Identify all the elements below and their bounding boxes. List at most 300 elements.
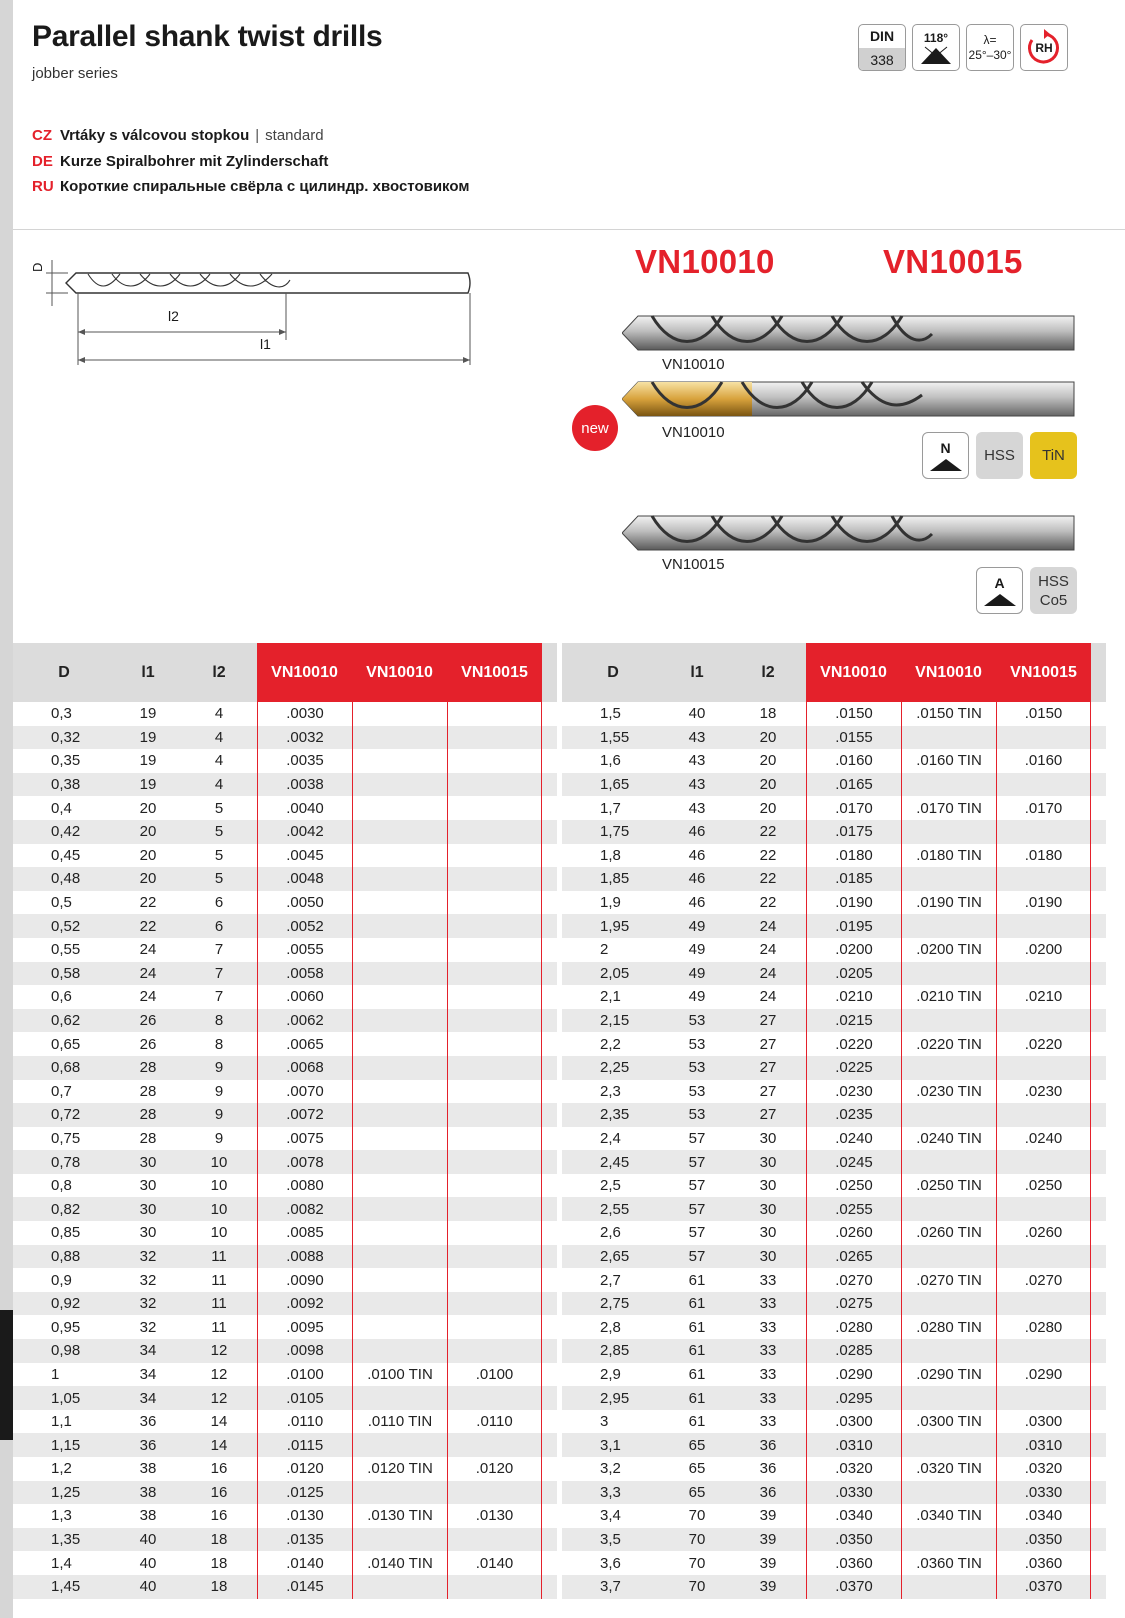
cell-l1: 30 [139,1200,157,1218]
cell-l1: 30 [139,1153,157,1171]
cell-vn10010-tin [901,867,996,891]
table-row [562,1103,1106,1127]
header-l2: l2 [212,663,226,681]
cell-l2: 24 [759,964,777,982]
cell-diameter: 1,25 [51,1483,81,1501]
cell-vn10015 [996,867,1091,891]
cell-diameter: 1 [51,1365,60,1383]
header-vn10015: VN10015 [447,643,542,702]
cell-vn10015: .0270 [996,1268,1091,1292]
cell-l1: 43 [688,728,706,746]
cell-vn10010: .0085 [257,1221,352,1245]
cell-l1: 70 [688,1507,706,1525]
cell-vn10015 [447,796,542,820]
table-row [13,867,557,891]
cell-vn10010: .0090 [257,1268,352,1292]
cell-l2: 12 [210,1389,228,1407]
drill-caption-3: VN10015 [662,556,725,573]
table-row [13,1032,557,1056]
cell-vn10015 [447,1315,542,1339]
rotation-badge [1020,24,1068,71]
cell-l1: 38 [139,1460,157,1478]
cell-vn10015 [447,891,542,915]
cell-vn10010-tin: .0160 TIN [901,749,996,773]
cell-vn10015 [447,726,542,750]
cell-vn10010: .0280 [806,1315,901,1339]
cell-l1: 34 [139,1365,157,1383]
table-row [562,1433,1106,1457]
cell-vn10015: .0320 [996,1457,1091,1481]
cell-vn10010: .0300 [806,1410,901,1434]
diameter-label: D [30,262,45,272]
lang-line-ru [32,178,469,195]
table-row [562,1174,1106,1198]
cell-vn10010-tin: .0290 TIN [901,1363,996,1387]
cell-l2: 30 [759,1224,777,1242]
cell-l2: 30 [759,1247,777,1265]
table-row [562,891,1106,915]
cell-vn10010: .0058 [257,962,352,986]
cell-l2: 20 [759,752,777,770]
cell-vn10010: .0295 [806,1386,901,1410]
cell-vn10010-tin: .0230 TIN [901,1080,996,1104]
cell-l1: 24 [139,941,157,959]
cell-vn10010: .0310 [806,1433,901,1457]
cell-vn10010: .0100 [257,1363,352,1387]
table-row [562,1481,1106,1505]
cell-vn10015 [447,938,542,962]
table-row [13,702,557,726]
cell-vn10010: .0105 [257,1386,352,1410]
cell-vn10010-tin [352,962,447,986]
table-row [13,914,557,938]
cell-l1: 20 [139,823,157,841]
header-l2: l2 [761,663,775,681]
l1-label: l1 [260,336,271,352]
cell-l2: 30 [759,1200,777,1218]
cell-vn10010: .0140 [257,1551,352,1575]
cell-l2: 12 [210,1342,228,1360]
cell-vn10010: .0098 [257,1339,352,1363]
cell-vn10010: .0190 [806,891,901,915]
cell-vn10015 [996,1009,1091,1033]
type-n-badge [922,432,969,479]
cell-l1: 53 [688,1059,706,1077]
cell-l1: 61 [688,1413,706,1431]
header-vn10010: VN10010 [806,643,901,702]
cell-diameter: 0,6 [51,988,72,1006]
cell-vn10015 [447,820,542,844]
table-row [562,773,1106,797]
type-n-label: N [940,440,951,456]
drill-caption-2: VN10010 [662,424,725,441]
cell-l1: 57 [688,1177,706,1195]
cell-diameter: 1,1 [51,1413,72,1431]
table-body [13,702,557,1600]
table-row [562,914,1106,938]
cell-l1: 28 [139,1129,157,1147]
cell-vn10010-tin [901,1292,996,1316]
cell-l2: 8 [214,1012,224,1030]
cell-vn10015 [447,914,542,938]
cell-vn10010: .0360 [806,1551,901,1575]
cell-diameter: 0,8 [51,1177,72,1195]
cell-vn10015: .0350 [996,1528,1091,1552]
cell-l2: 4 [214,728,224,746]
cell-l1: 32 [139,1271,157,1289]
cell-l1: 46 [688,894,706,912]
cell-vn10010-tin [352,1268,447,1292]
cell-vn10010: .0290 [806,1363,901,1387]
cell-diameter: 0,4 [51,799,72,817]
cell-diameter: 3,5 [600,1531,621,1549]
cell-vn10010-tin [352,1103,447,1127]
table-row [13,1292,557,1316]
cell-vn10015 [996,1386,1091,1410]
cell-diameter: 0,85 [51,1224,81,1242]
cell-vn10010-tin: .0250 TIN [901,1174,996,1198]
table-row [13,1268,557,1292]
cell-l2: 30 [759,1153,777,1171]
cell-vn10010-tin [352,1080,447,1104]
cell-vn10015 [996,962,1091,986]
cell-vn10010: .0040 [257,796,352,820]
cell-l2: 33 [759,1318,777,1336]
material-hssco-badge [1030,567,1077,614]
cell-diameter: 2,15 [600,1012,630,1030]
cell-vn10010-tin: .0100 TIN [352,1363,447,1387]
cell-vn10010: .0065 [257,1032,352,1056]
cell-vn10010-tin [352,820,447,844]
table-row [13,1457,557,1481]
table-body [562,702,1106,1600]
cell-vn10010-tin: .0260 TIN [901,1221,996,1245]
cell-diameter: 2,7 [600,1271,621,1289]
cell-l2: 22 [759,823,777,841]
cell-diameter: 2,25 [600,1059,630,1077]
lang-separator: | [255,127,260,144]
cell-l1: 43 [688,752,706,770]
cell-l1: 32 [139,1295,157,1313]
table-row [13,1575,557,1599]
drill-caption-1: VN10010 [662,356,725,373]
cell-vn10010-tin: .0200 TIN [901,938,996,962]
cell-l1: 19 [139,752,157,770]
cell-diameter: 0,92 [51,1295,81,1313]
cell-l2: 16 [210,1507,228,1525]
cell-diameter: 2,85 [600,1342,630,1360]
cell-vn10010-tin: .0190 TIN [901,891,996,915]
header-d: D [58,663,70,681]
cell-l1: 40 [139,1578,157,1596]
cell-vn10010: .0115 [257,1433,352,1457]
cell-diameter: 1,7 [600,799,621,817]
page-title: Parallel shank twist drills [32,20,383,53]
cell-vn10010: .0260 [806,1221,901,1245]
cell-vn10015 [447,1197,542,1221]
table-row [13,938,557,962]
table-row [562,1551,1106,1575]
cell-vn10010-tin [352,726,447,750]
cell-vn10015: .0360 [996,1551,1091,1575]
cell-diameter: 1,65 [600,776,630,794]
cell-l2: 16 [210,1460,228,1478]
cell-l1: 30 [139,1177,157,1195]
cell-diameter: 1,8 [600,846,621,864]
table-row [562,796,1106,820]
table-row [13,1433,557,1457]
cell-vn10015: .0370 [996,1575,1091,1599]
cell-vn10015: .0180 [996,844,1091,868]
cell-diameter: 0,32 [51,728,81,746]
lang-code: CZ [32,127,52,144]
cell-l1: 43 [688,776,706,794]
coating-tin-badge: TiN [1030,432,1077,479]
table-row [13,1009,557,1033]
cell-l1: 19 [139,728,157,746]
cell-vn10010-tin: .0240 TIN [901,1127,996,1151]
cell-l2: 4 [214,776,224,794]
cell-vn10010-tin: .0300 TIN [901,1410,996,1434]
cell-l1: 57 [688,1129,706,1147]
cell-diameter: 2,05 [600,964,630,982]
cell-l2: 18 [759,705,777,723]
header-vn10015: VN10015 [996,643,1091,702]
cell-vn10010-tin [352,1386,447,1410]
cell-diameter: 2,1 [600,988,621,1006]
cell-vn10010-tin [901,726,996,750]
cell-l1: 22 [139,917,157,935]
cell-vn10015: .0290 [996,1363,1091,1387]
cell-vn10010-tin: .0340 TIN [901,1504,996,1528]
cell-l1: 19 [139,705,157,723]
cell-l2: 33 [759,1365,777,1383]
cell-l1: 46 [688,823,706,841]
cell-vn10015 [996,773,1091,797]
cell-diameter: 0,75 [51,1129,81,1147]
table-row [562,985,1106,1009]
cell-l1: 61 [688,1318,706,1336]
cell-vn10010: .0250 [806,1174,901,1198]
cell-vn10015: .0110 [447,1410,542,1434]
cell-vn10015 [447,1221,542,1245]
cell-vn10010-tin [352,1339,447,1363]
table-row [13,796,557,820]
cell-diameter: 2,65 [600,1247,630,1265]
cell-vn10010-tin [352,1197,447,1221]
point-shape-icon [982,593,1018,607]
cell-vn10010: .0185 [806,867,901,891]
cell-vn10015: .0150 [996,702,1091,726]
cell-vn10010: .0160 [806,749,901,773]
cell-vn10010: .0170 [806,796,901,820]
size-table-left [13,643,557,1600]
point-angle-value: 118° [923,30,949,45]
cell-vn10010: .0130 [257,1504,352,1528]
material-hss-badge: HSS [976,432,1023,479]
cell-vn10010-tin: .0120 TIN [352,1457,447,1481]
type-a-badge [976,567,1023,614]
table-row [562,1268,1106,1292]
table-row [562,1032,1106,1056]
lang-line-de [32,153,328,170]
cell-l2: 12 [210,1365,228,1383]
cell-diameter: 0,62 [51,1012,81,1030]
cell-vn10015 [447,1433,542,1457]
cell-diameter: 2,4 [600,1129,621,1147]
cell-vn10015 [996,1056,1091,1080]
cell-vn10015 [447,844,542,868]
cell-l1: 57 [688,1224,706,1242]
cell-l2: 20 [759,799,777,817]
cell-vn10010: .0235 [806,1103,901,1127]
cell-l1: 70 [688,1554,706,1572]
cell-vn10010: .0030 [257,702,352,726]
cell-l2: 20 [759,776,777,794]
table-row [13,1221,557,1245]
cell-diameter: 0,35 [51,752,81,770]
cell-vn10010-tin [352,796,447,820]
cell-vn10010: .0230 [806,1080,901,1104]
cell-l2: 36 [759,1483,777,1501]
cell-diameter: 0,3 [51,705,72,723]
cell-vn10010: .0175 [806,820,901,844]
cell-diameter: 0,78 [51,1153,81,1171]
cell-vn10010: .0245 [806,1150,901,1174]
table-row [562,1363,1106,1387]
cell-vn10010: .0205 [806,962,901,986]
lang-code: DE [32,153,53,170]
cell-vn10015: .0120 [447,1457,542,1481]
header-divider [13,229,1125,230]
cell-diameter: 2,6 [600,1224,621,1242]
type-a-label: A [994,575,1005,591]
cell-vn10010: .0265 [806,1245,901,1269]
cell-diameter: 3,2 [600,1460,621,1478]
cell-vn10010-tin [901,773,996,797]
table-row [13,820,557,844]
header-vn10010-tin: VN10010 [901,643,996,702]
cell-vn10010-tin: .0280 TIN [901,1315,996,1339]
page-edge-tab [0,1310,13,1440]
cell-diameter: 2,35 [600,1106,630,1124]
cell-l1: 53 [688,1082,706,1100]
cell-diameter: 0,38 [51,776,81,794]
table-row [562,1315,1106,1339]
cell-vn10010-tin [352,1528,447,1552]
cell-l1: 49 [688,941,706,959]
cell-vn10015: .0170 [996,796,1091,820]
cell-l1: 20 [139,870,157,888]
cell-l2: 39 [759,1531,777,1549]
cell-vn10010-tin [352,938,447,962]
cell-vn10010: .0075 [257,1127,352,1151]
cell-vn10015: .0240 [996,1127,1091,1151]
cell-vn10010: .0210 [806,985,901,1009]
cell-diameter: 1,05 [51,1389,81,1407]
cell-l1: 32 [139,1247,157,1265]
table-row [562,1292,1106,1316]
cell-vn10015 [447,1528,542,1552]
cell-l1: 70 [688,1531,706,1549]
cell-l1: 30 [139,1224,157,1242]
cell-l1: 34 [139,1389,157,1407]
table-row [562,1457,1106,1481]
cell-vn10010: .0050 [257,891,352,915]
cell-diameter: 1,3 [51,1507,72,1525]
cell-l2: 20 [759,728,777,746]
cell-l2: 24 [759,941,777,959]
table-row [562,1504,1106,1528]
header-d: D [607,663,619,681]
rotation-label: RH [1035,40,1053,55]
cell-l1: 40 [139,1554,157,1572]
cell-diameter: 0,45 [51,846,81,864]
cell-l2: 9 [214,1059,224,1077]
table-row [13,726,557,750]
table-row [13,1481,557,1505]
cell-vn10015: .0250 [996,1174,1091,1198]
cell-l2: 27 [759,1059,777,1077]
cell-l2: 39 [759,1578,777,1596]
cell-vn10015: .0260 [996,1221,1091,1245]
cell-diameter: 1,4 [51,1554,72,1572]
new-badge: new [572,405,618,451]
cell-vn10010-tin [901,1386,996,1410]
cell-vn10010: .0072 [257,1103,352,1127]
cell-vn10015 [996,1292,1091,1316]
size-table-right [562,643,1106,1600]
lang-line-cz [32,127,324,144]
cell-vn10010-tin [901,962,996,986]
product-title-vn10010: VN10010 [635,243,775,280]
cell-l1: 40 [139,1531,157,1549]
cell-vn10010: .0340 [806,1504,901,1528]
cell-vn10015 [447,1386,542,1410]
cell-vn10015 [996,726,1091,750]
cell-vn10010-tin [352,1127,447,1151]
header-l1: l1 [690,663,704,681]
cell-vn10010: .0255 [806,1197,901,1221]
cell-vn10015: .0190 [996,891,1091,915]
cell-l2: 14 [210,1436,228,1454]
cell-vn10010-tin [352,702,447,726]
table-row [562,1009,1106,1033]
cell-l2: 22 [759,846,777,864]
cell-l2: 36 [759,1460,777,1478]
cell-vn10010: .0048 [257,867,352,891]
cell-vn10010: .0080 [257,1174,352,1198]
cell-l2: 27 [759,1106,777,1124]
cell-l2: 39 [759,1554,777,1572]
drill-image-vn10010-tin [622,380,1076,418]
cell-diameter: 2,8 [600,1318,621,1336]
cell-vn10015 [996,1103,1091,1127]
cell-l2: 18 [210,1531,228,1549]
point-angle-badge [912,24,960,71]
cell-l2: 33 [759,1389,777,1407]
cell-vn10015 [447,985,542,1009]
cell-l2: 9 [214,1082,224,1100]
l2-label: l2 [168,308,179,324]
cell-vn10010: .0155 [806,726,901,750]
cell-vn10010-tin [352,1150,447,1174]
cell-vn10010-tin [352,1575,447,1599]
table-row [562,726,1106,750]
cell-diameter: 0,95 [51,1318,81,1336]
cell-l2: 5 [214,823,224,841]
cell-l1: 53 [688,1106,706,1124]
